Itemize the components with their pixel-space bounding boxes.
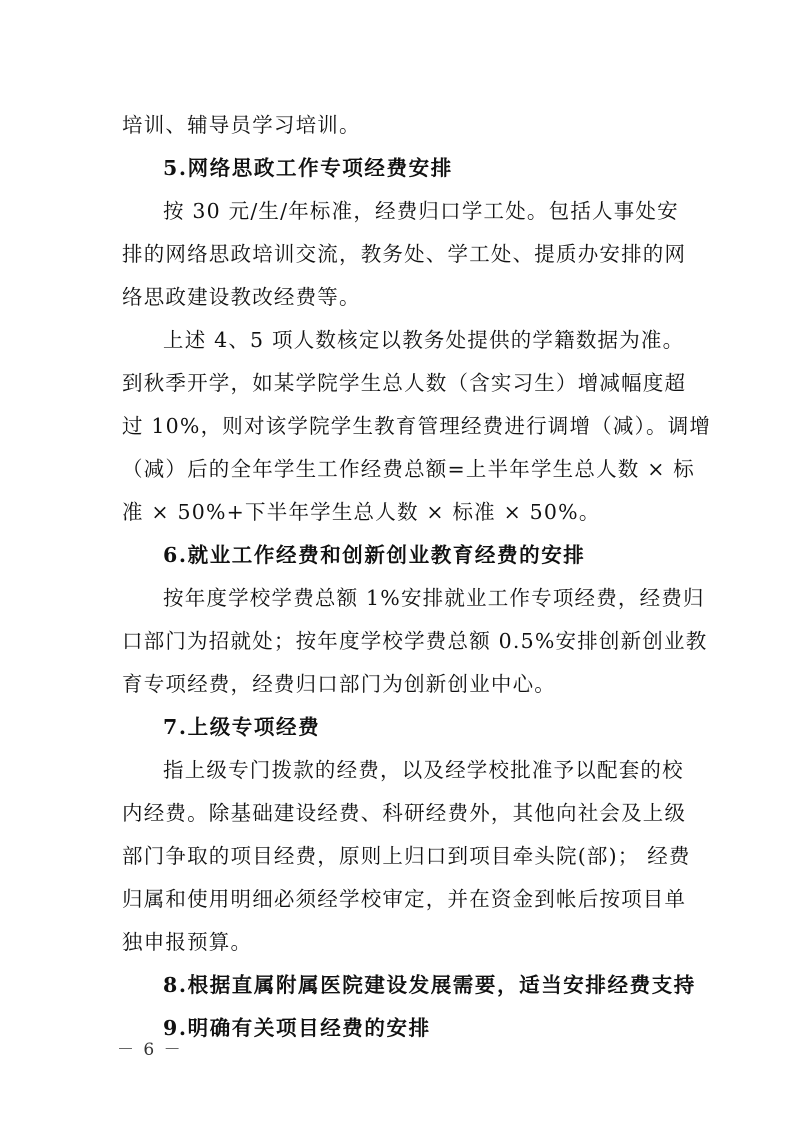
paragraph-line: 按年度学校学费总额 1%安排就业工作专项经费，经费归 (163, 586, 705, 610)
paragraph-line: 独申报预算。 (122, 930, 253, 954)
page-number: － 6 － (117, 1040, 183, 1060)
paragraph-line: 上述 4、5 项人数核定以教务处提供的学籍数据为准。 (163, 328, 685, 352)
section-heading-6: 6.就业工作经费和创新创业教育经费的安排 (163, 543, 586, 567)
paragraph-line: 络思政建设教改经费等。 (122, 285, 361, 309)
paragraph-line: 育专项经费，经费归口部门为创新创业中心。 (122, 672, 556, 696)
paragraph-line: 排的网络思政培训交流，教务处、学工处、提质办安排的网 (122, 242, 687, 266)
paragraph-line: 部门争取的项目经费，原则上归口到项目牵头院(部)； 经费 (122, 844, 691, 868)
paragraph-line: 按 30 元/生/年标准，经费归口学工处。包括人事处安 (163, 199, 679, 223)
paragraph-line: （减）后的全年学生工作经费总额=上半年学生总人数 × 标 (122, 457, 695, 481)
paragraph-line: 到秋季开学，如某学院学生总人数（含实习生）增减幅度超 (122, 371, 687, 395)
paragraph-line: 过 10%，则对该学院学生教育管理经费进行调增（减）。调增 (122, 414, 712, 438)
section-heading-9: 9.明确有关项目经费的安排 (163, 1016, 431, 1040)
paragraph-line: 归属和使用明细必须经学校审定，并在资金到帐后按项目单 (122, 887, 687, 911)
paragraph-line: 准 × 50%+下半年学生总人数 × 标准 × 50%。 (122, 500, 601, 524)
paragraph-line: 培训、辅导员学习培训。 (122, 113, 361, 137)
section-heading-7: 7.上级专项经费 (163, 715, 321, 739)
section-heading-8: 8.根据直属附属医院建设发展需要，适当安排经费支持 (163, 973, 696, 997)
paragraph-line: 口部门为招就处；按年度学校学费总额 0.5%安排创新创业教 (122, 629, 708, 653)
section-heading-5: 5.网络思政工作专项经费安排 (163, 156, 453, 180)
paragraph-line: 指上级专门拨款的经费，以及经学校批准予以配套的校 (163, 758, 684, 782)
paragraph-line: 内经费。除基础建设经费、科研经费外，其他向社会及上级 (122, 801, 687, 825)
